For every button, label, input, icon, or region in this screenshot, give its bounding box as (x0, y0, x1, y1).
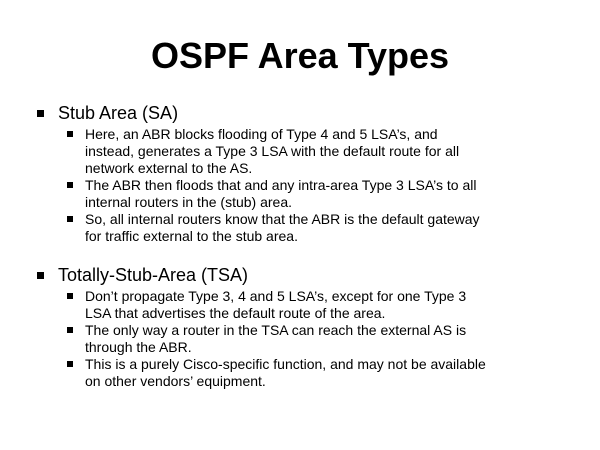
text-line: instead, generates a Type 3 LSA with the default route for all (85, 143, 460, 159)
section-heading (0, 100, 600, 126)
slide-content (0, 100, 600, 407)
bullet-list (0, 288, 600, 390)
square-bullet-icon (37, 110, 44, 117)
text-line: This is a purely Cisco-specific function, and may not be available (85, 356, 486, 372)
text-line: network external to the AS. (85, 160, 253, 176)
text-line: for traffic external to the stub area. (85, 228, 298, 244)
list-item (0, 356, 600, 390)
text-line: on other vendors’ equipment. (85, 373, 266, 389)
text-line: internal routers in the (stub) area. (85, 194, 292, 210)
text-line: The only way a router in the TSA can reach the external AS is (85, 322, 467, 338)
square-bullet-icon (67, 327, 73, 333)
square-bullet-icon (67, 182, 73, 188)
square-bullet-icon (67, 361, 73, 367)
list-item (0, 288, 600, 322)
text-line: LSA that advertises the default route of the area. (85, 305, 386, 321)
list-item (0, 322, 600, 356)
square-bullet-icon (67, 293, 73, 299)
slide-title: OSPF Area Types (150, 35, 450, 76)
section-heading-text: Stub Area (SA) (58, 103, 179, 123)
section-heading-text: Totally-Stub-Area (TSA) (58, 265, 249, 285)
text-line: Here, an ABR blocks flooding of Type 4 and 5 LSA’s, and (85, 126, 438, 142)
text-line: Don’t propagate Type 3, 4 and 5 LSA’s, except for one Type 3 (85, 288, 467, 304)
section-heading (0, 262, 600, 288)
text-line: The ABR then floods that and any intra-area Type 3 LSA’s to all (85, 177, 477, 193)
list-item (0, 177, 600, 211)
text-line: So, all internal routers know that the ABR is the default gateway (85, 211, 480, 227)
bullet-list (0, 126, 600, 245)
square-bullet-icon (37, 272, 44, 279)
section-stub-area (0, 100, 600, 245)
text-line: through the ABR. (85, 339, 192, 355)
list-item (0, 126, 600, 177)
list-item (0, 211, 600, 245)
square-bullet-icon (67, 131, 73, 137)
square-bullet-icon (67, 216, 73, 222)
section-totally-stub-area (0, 262, 600, 390)
